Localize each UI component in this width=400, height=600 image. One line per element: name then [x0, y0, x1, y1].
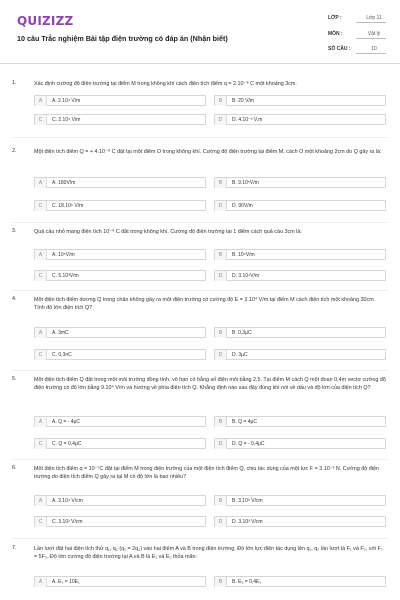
- question-number: 1.: [12, 80, 17, 86]
- question-number: 2.: [12, 148, 17, 154]
- option-d[interactable]: [214, 438, 386, 449]
- option-d[interactable]: [214, 349, 386, 360]
- question-divider: [12, 222, 388, 223]
- option-text: C. 3.10² V/cm: [52, 519, 83, 525]
- option-text: B. 20 V/m: [232, 98, 254, 104]
- option-letter: A: [35, 417, 47, 427]
- option-text: D. Q = - 0,4μC: [232, 441, 265, 447]
- option-letter: C: [35, 201, 47, 211]
- question-number: 5.: [12, 376, 17, 382]
- option-text: A. Q = - 4μC: [52, 419, 81, 425]
- option-letter: C: [35, 439, 47, 449]
- option-text: B. Q = 4μC: [232, 419, 257, 425]
- page-header: [0, 0, 400, 70]
- question-text: Một điện tích điểm q = 10⁻⁷C đặt tại điểm M trong điện trường của một điện tích điểm Q, chịu tác dụng của một lực F = 3.10⁻³ N. Cường độ điện trường do điện tích điểm Q gây ra tại M có độ lớn là bao nhiêu?: [34, 466, 379, 480]
- option-a[interactable]: [34, 95, 206, 106]
- option-text: A. 10⁵V/m: [52, 252, 75, 258]
- option-text: D. 4.10⁻³ V.m: [232, 117, 263, 123]
- quizizz-logo: QUIZIZZ: [17, 14, 74, 28]
- option-text: D. 3μC: [232, 352, 248, 358]
- option-c[interactable]: [34, 516, 206, 527]
- question-divider: [12, 538, 388, 539]
- option-text: A. 3.10⁴ V/cm: [52, 498, 83, 504]
- option-c[interactable]: [34, 270, 206, 281]
- option-c[interactable]: [34, 349, 206, 360]
- count-value: 10: [371, 46, 377, 52]
- option-letter: D: [215, 201, 227, 211]
- option-c[interactable]: [34, 200, 206, 211]
- option-letter: B: [215, 250, 227, 260]
- option-a[interactable]: [34, 327, 206, 338]
- option-d[interactable]: [214, 270, 386, 281]
- class-value: Lớp 11: [366, 15, 382, 21]
- option-text: B. 10⁴V/m: [232, 252, 255, 258]
- header-divider: [0, 63, 400, 64]
- option-text: D. 90V/m: [232, 203, 253, 209]
- option-text: A. 2.10⁴ V/m: [52, 98, 81, 104]
- option-text: C. Q = 0,4μC: [52, 441, 82, 447]
- option-letter: A: [35, 496, 47, 506]
- option-a[interactable]: [34, 416, 206, 427]
- option-text: D. 3.10⁴V/m: [232, 273, 260, 279]
- question-divider: [12, 459, 388, 460]
- option-letter: D: [215, 439, 227, 449]
- question-text: Lần lượt đặt hai điện tích thử q₁, q₂ (q₁ = 2q₂) vào hai điểm A và B trong điện trường. Độ lớn lực điện tác dụng lên q₁, q₂ lần lượt là F₁ và F₂, với F₁ = 5F₂. Độ lớn cường độ điện trường tại A và B là E₁ và E₂ thỏa mãn:: [34, 546, 383, 560]
- option-a[interactable]: [34, 576, 206, 587]
- option-letter: D: [215, 517, 227, 527]
- question-text: Một điện tích điểm dương Q trong chân không gây ra một điện trường có cường độ E = 3.10⁴ V/m tại điểm M cách điện tích một khoảng 30cm. Tính độ lớn điện tích Q?: [34, 297, 376, 311]
- question-divider: [12, 370, 388, 371]
- question-text: Một điện tích điểm Q = + 4.10⁻⁸ C đặt tại một điểm O trong không khí. Cường độ điện trường tại điểm M, cách O một khoảng 2cm do Q gây ra là:: [34, 149, 382, 155]
- option-d[interactable]: [214, 200, 386, 211]
- option-b[interactable]: [214, 416, 386, 427]
- option-c[interactable]: [34, 114, 206, 125]
- option-d[interactable]: [214, 114, 386, 125]
- question-number: 4.: [12, 296, 17, 302]
- option-letter: A: [35, 250, 47, 260]
- option-letter: B: [215, 96, 227, 106]
- option-text: B. 0,3μC: [232, 330, 252, 336]
- option-letter: C: [35, 271, 47, 281]
- option-b[interactable]: [214, 177, 386, 188]
- option-letter: B: [215, 496, 227, 506]
- question-number: 3.: [12, 228, 17, 234]
- question-divider: [12, 137, 388, 138]
- option-letter: D: [215, 271, 227, 281]
- option-letter: B: [215, 328, 227, 338]
- option-a[interactable]: [34, 249, 206, 260]
- option-letter: C: [35, 517, 47, 527]
- option-letter: C: [35, 350, 47, 360]
- option-b[interactable]: [214, 576, 386, 587]
- option-letter: D: [215, 350, 227, 360]
- option-text: C. 18.10⁵ V/m: [52, 203, 84, 209]
- option-text: B. E₂ = 0,4E₁: [232, 579, 262, 585]
- option-d[interactable]: [214, 516, 386, 527]
- option-a[interactable]: [34, 177, 206, 188]
- option-letter: B: [215, 178, 227, 188]
- subject-label: MÔN :: [328, 31, 343, 37]
- option-letter: A: [35, 577, 47, 587]
- option-text: C. 2.10⁵ V/m: [52, 117, 81, 123]
- option-a[interactable]: [34, 495, 206, 506]
- question-text: Quả cầu nhỏ mang điện tích 10⁻⁹ C đặt trong không khí. Cường độ điện trường tại 1 điểm cách quả cầu 3cm là:: [34, 229, 302, 235]
- option-text: C. 5.10³V/m: [52, 273, 79, 279]
- option-letter: B: [215, 577, 227, 587]
- option-text: B. 3.10⁵ V/cm: [232, 498, 263, 504]
- count-label: SỐ CÂU :: [328, 46, 351, 52]
- option-letter: A: [35, 178, 47, 188]
- option-letter: B: [215, 417, 227, 427]
- question-number: 6.: [12, 465, 17, 471]
- subject-underline: [356, 38, 386, 39]
- option-c[interactable]: [34, 438, 206, 449]
- option-text: A. 3mC: [52, 330, 69, 336]
- option-b[interactable]: [214, 495, 386, 506]
- option-text: B. 9.10⁵V/m: [232, 180, 259, 186]
- option-letter: A: [35, 96, 47, 106]
- option-letter: C: [35, 115, 47, 125]
- option-text: D. 3.10³ V/cm: [232, 519, 263, 525]
- option-text: A. E₂ = 10E₁: [52, 579, 80, 585]
- option-b[interactable]: [214, 95, 386, 106]
- option-letter: D: [215, 115, 227, 125]
- class-label: LỚP :: [328, 15, 342, 21]
- subject-value: Vật lý: [367, 31, 381, 37]
- question-number: 7.: [12, 545, 17, 551]
- option-letter: A: [35, 328, 47, 338]
- option-b[interactable]: [214, 249, 386, 260]
- option-text: A. 180V/m: [52, 180, 76, 186]
- option-text: C. 0,3nC: [52, 352, 72, 358]
- question-divider: [12, 290, 388, 291]
- page-title: 10 câu Trắc nghiệm Bài tập điện trường có đáp án (Nhận biết): [17, 34, 228, 43]
- count-underline: [356, 53, 386, 54]
- class-underline: [356, 22, 386, 23]
- question-text: Một điện tích điểm Q đặt trong một môi trường đồng tính, vô hạn có hằng số điện môi bằng 2,5. Tại điểm M cách Q một đoạn 0,4m vectơ cường độ điện trường có độ lớn bằng 9.10⁴ V/m và hướng về phía điện tích Q. Khẳng định nào sau đây đúng khi nói về dấu và độ lớn của điện tích Q?: [34, 377, 386, 391]
- question-text: Xác định cường độ điện trường tại điểm M trong không khí cách điện tích điểm q = 2.10⁻⁸ C một khoảng 3cm.: [34, 81, 297, 87]
- option-b[interactable]: [214, 327, 386, 338]
